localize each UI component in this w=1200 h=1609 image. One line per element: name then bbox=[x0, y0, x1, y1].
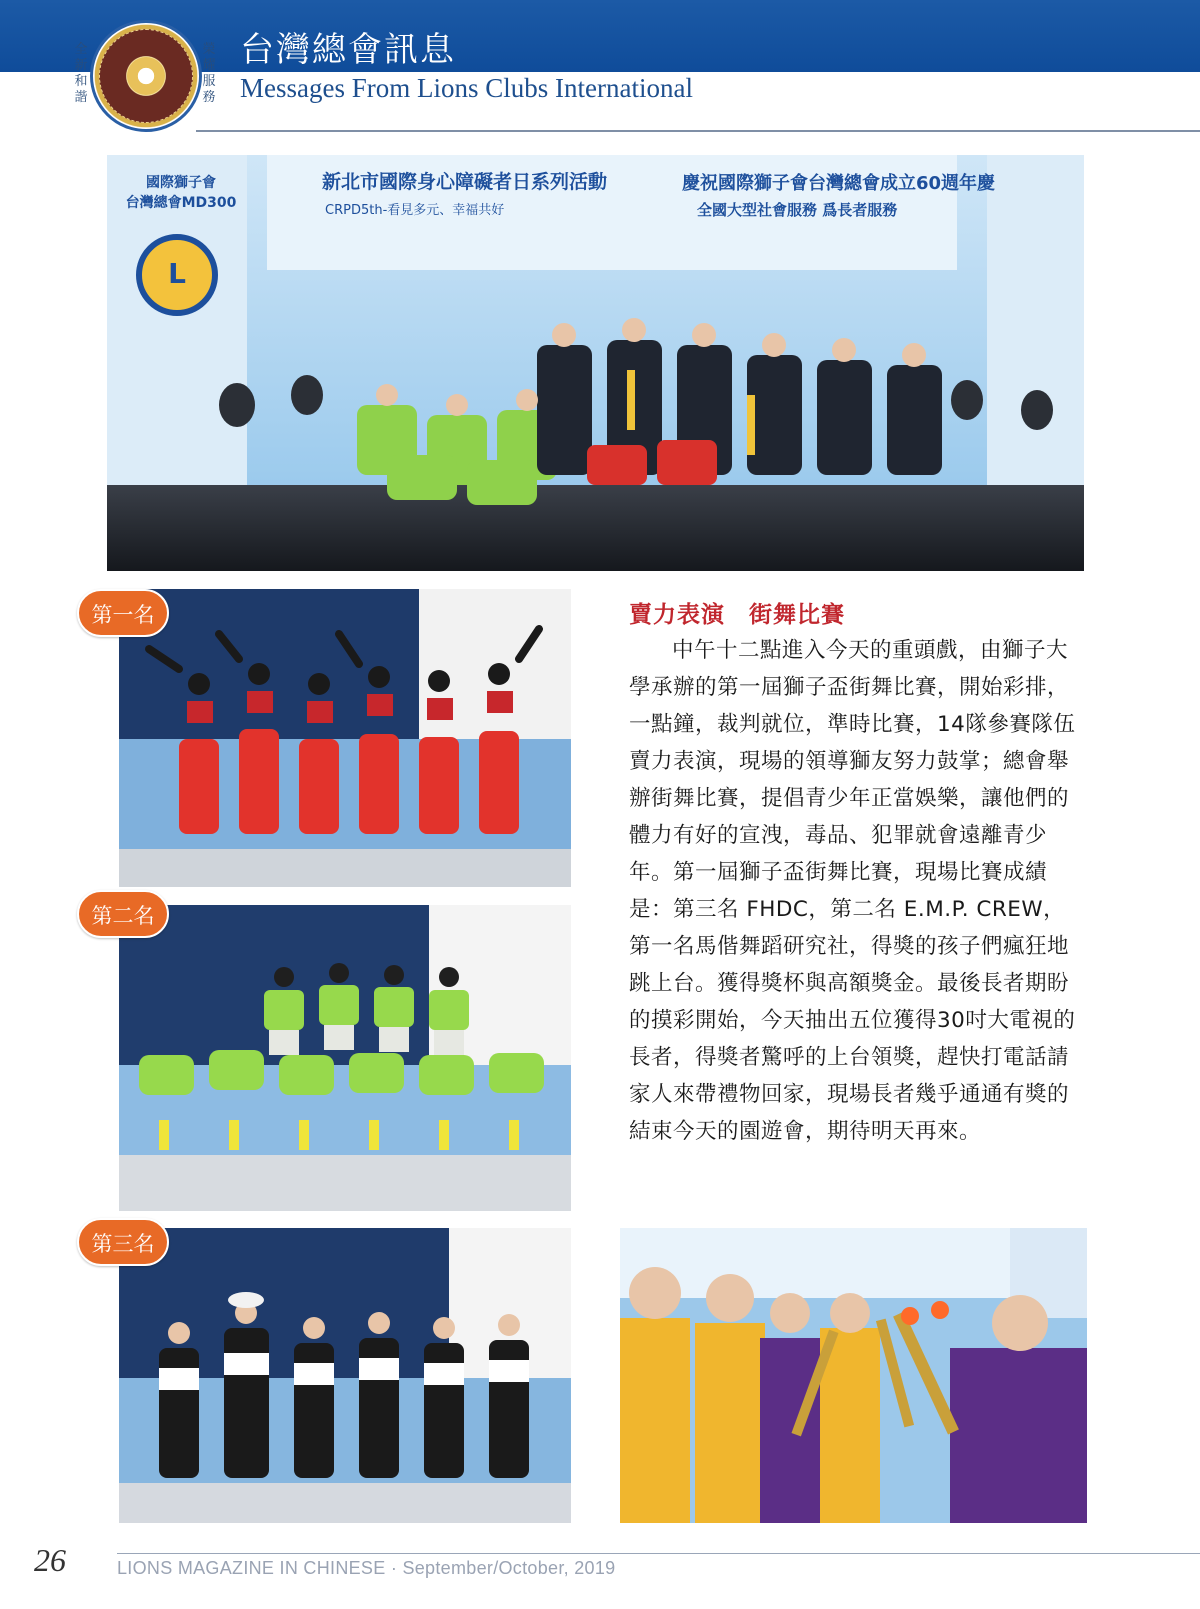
third-place-photo bbox=[119, 1228, 571, 1523]
banner-60th-anniversary: 慶祝國際獅子會台灣總會成立60週年慶 bbox=[682, 173, 996, 194]
header-divider bbox=[196, 130, 1200, 132]
torch-ceremony-photo bbox=[620, 1228, 1087, 1523]
third-place-badge: 第三名 bbox=[77, 1218, 169, 1266]
banner-lions-md300: 國際獅子會 台灣總會MD300 bbox=[125, 175, 237, 211]
logo-side-text-right: 榮 耀 服 務 bbox=[202, 42, 216, 105]
article-body bbox=[629, 632, 1087, 1150]
footer-divider bbox=[117, 1553, 1200, 1554]
banner-crpd-title: 新北市國際身心障礙者日系列活動 bbox=[322, 171, 608, 193]
footer-magazine-credit: LIONS MAGAZINE IN CHINESE · September/October, 2019 bbox=[117, 1558, 616, 1578]
article-paragraph: 中午十二點進入今天的重頭戲，由獅子大學承辦的第一屆獅子盃街舞比賽，開始彩排，一點鐘，裁判就位，準時比賽，14隊參賽隊伍賣力表演，現場的領導獅友努力鼓掌；總會舉辦街舞比賽，提倡青少年正當娛樂，讓他們的體力有好的宣洩，毒品、犯罪就會遠離青少年。第一屆獅子盃街舞比賽，現場比賽成績是：第三名 FHDC，第二名 E.M.P. CREW，第一名馬偕舞蹈研究社，得獎的孩子們瘋狂地跳上台。獲得獎杯與高額獎金。最後長者期盼的摸彩開始，今天抽出五位獲得30吋大電視的長者，得獎者驚呼的上台領獎，趕快打電話請家人來帶禮物回家，現場長者幾乎通通有獎的結束今天的園遊會，期待明天再來。 bbox=[629, 638, 1076, 1144]
logo-side-text-left: 全 新 和 諧 bbox=[74, 42, 88, 105]
second-place-badge: 第二名 bbox=[77, 890, 169, 938]
article-title: 賣力表演 街舞比賽 bbox=[629, 602, 845, 628]
emblem-seal bbox=[90, 20, 202, 132]
banner-elderly-service: 全國大型社會服務 爲長者服務 bbox=[697, 201, 898, 219]
section-title-en: Messages From Lions Clubs International bbox=[240, 73, 693, 103]
banner-crpd-subtitle: CRPD5th-看見多元、幸福共好 bbox=[325, 203, 505, 218]
svg-text:L: L bbox=[168, 257, 186, 290]
group-photo bbox=[107, 155, 1084, 571]
first-place-badge: 第一名 bbox=[77, 589, 169, 637]
first-place-photo bbox=[119, 589, 571, 887]
section-title-zh: 台灣總會訊息 bbox=[240, 30, 456, 70]
lions-emblem-logo bbox=[60, 16, 230, 146]
page-number: 26 bbox=[34, 1542, 66, 1578]
second-place-photo bbox=[119, 905, 571, 1211]
